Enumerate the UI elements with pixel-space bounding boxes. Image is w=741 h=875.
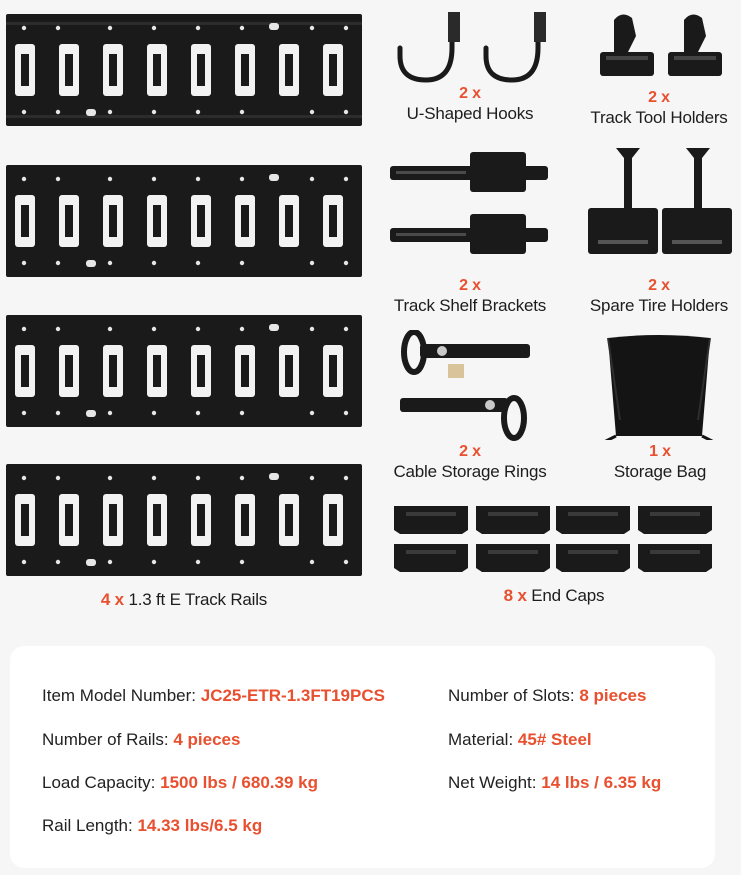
end-caps-image (392, 500, 716, 578)
tire-holder-image (582, 144, 732, 262)
spec-load-label: Load Capacity: (42, 773, 156, 792)
storage-rings-label: Cable Storage Rings (393, 462, 547, 481)
spec-slots (448, 686, 646, 706)
spec-rails (42, 730, 240, 750)
spec-length (42, 816, 262, 836)
spec-card (10, 646, 715, 868)
rails-caption (6, 590, 362, 610)
spec-model (42, 686, 385, 706)
spec-material-label: Material: (448, 730, 514, 749)
tool-holders-caption (578, 88, 740, 128)
spec-load (42, 773, 318, 793)
tool-holder-image (592, 10, 732, 80)
rails-label: 1.3 ft E Track Rails (128, 590, 268, 609)
storage-rings-qty: 2 x (459, 443, 481, 460)
spec-weight-value: 14 lbs / 6.35 kg (541, 773, 662, 792)
spec-slots-label: Number of Slots: (448, 686, 575, 705)
shelf-brackets-caption (380, 276, 560, 316)
spec-rails-label: Number of Rails: (42, 730, 169, 749)
e-track-rail-image (6, 14, 362, 126)
end-caps-qty: 8 x (503, 586, 527, 605)
storage-bag-caption (590, 442, 730, 482)
spec-material-value: 45# Steel (517, 730, 592, 749)
spec-slots-value: 8 pieces (579, 686, 647, 705)
storage-bag-label: Storage Bag (613, 462, 707, 481)
tool-holders-label: Track Tool Holders (590, 108, 728, 127)
shelf-bracket-image (390, 146, 550, 262)
spec-material (448, 730, 592, 750)
tire-holders-caption (578, 276, 740, 316)
cable-ring-image (394, 330, 544, 442)
spec-length-label: Rail Length: (42, 816, 133, 835)
end-caps-caption (392, 586, 716, 606)
e-track-rail-image (6, 464, 362, 576)
spec-weight-label: Net Weight: (448, 773, 537, 792)
spec-model-value: JC25-ETR-1.3FT19PCS (200, 686, 385, 705)
hooks-qty: 2 x (459, 85, 481, 102)
e-track-rail-image (6, 165, 362, 277)
storage-rings-caption (380, 442, 560, 482)
shelf-brackets-label: Track Shelf Brackets (393, 296, 547, 315)
storage-bag-qty: 1 x (649, 443, 671, 460)
shelf-brackets-qty: 2 x (459, 277, 481, 294)
tool-holders-qty: 2 x (648, 89, 670, 106)
spec-weight (448, 773, 661, 793)
spec-length-value: 14.33 lbs/6.5 kg (137, 816, 263, 835)
u-hook-image (390, 8, 550, 84)
storage-bag-image (598, 330, 720, 440)
hooks-caption (380, 84, 560, 124)
tire-holders-qty: 2 x (648, 277, 670, 294)
spec-model-label: Item Model Number: (42, 686, 196, 705)
end-caps-label: End Caps (531, 586, 605, 605)
spec-rails-value: 4 pieces (173, 730, 241, 749)
rails-qty: 4 x (100, 590, 124, 609)
hooks-label: U-Shaped Hooks (406, 104, 534, 123)
tire-holders-label: Spare Tire Holders (589, 296, 729, 315)
e-track-rail-image (6, 315, 362, 427)
spec-load-value: 1500 lbs / 680.39 kg (160, 773, 318, 792)
